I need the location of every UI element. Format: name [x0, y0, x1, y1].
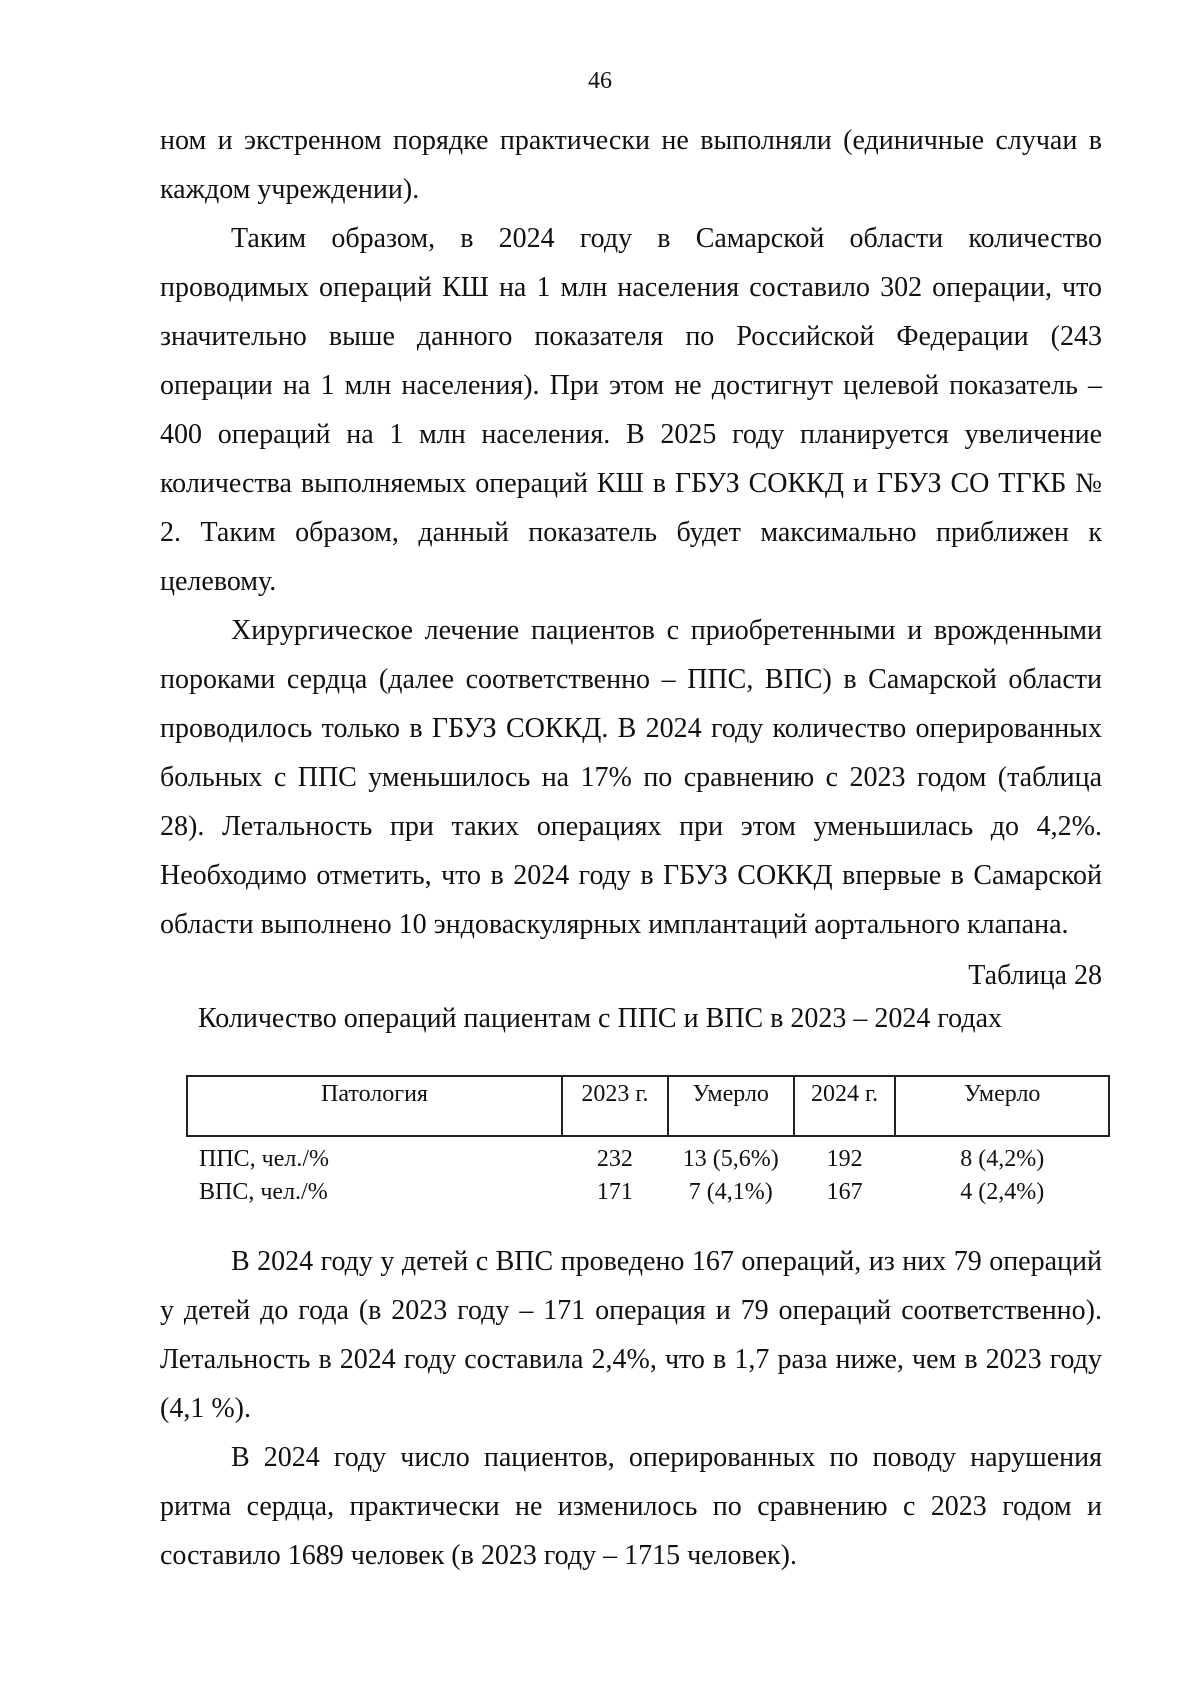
- text-block-bottom: [160, 1237, 1102, 1580]
- header-2023: 2023 г.: [562, 1076, 668, 1136]
- table-caption: Таблица 28: [968, 960, 1102, 991]
- row-label: ВПС, чел./%: [199, 1179, 328, 1205]
- table-cell: 167: [826, 1179, 863, 1205]
- table-cell: 8 (4,2%): [960, 1146, 1045, 1172]
- text-block-top: [160, 116, 1102, 949]
- table-cell: 192: [826, 1146, 863, 1172]
- header-pathology: Патология: [187, 1076, 562, 1136]
- table-cell: 232: [596, 1146, 633, 1172]
- header-died-2023: Умерло: [668, 1076, 794, 1136]
- table-cell: 13 (5,6%): [682, 1146, 779, 1172]
- row-label: ППС, чел./%: [199, 1146, 330, 1172]
- header-2024: 2024 г.: [794, 1076, 896, 1136]
- paragraph-children-chd: В 2024 году у детей с ВПС проведено 167 операций, из них 79 операций у детей до года (в 2023 году – 171 операция и 79 операций соответственно). Летальность в 2024 году составила 2,4%, что в 1,7 раза ниже, чем в 2023 году (4,1 %).: [160, 1246, 1102, 1424]
- paragraph-cabg-summary: Таким образом, в 2024 году в Самарской области количество проводимых операций КШ на 1 млн населения составило 302 операции, что значительно выше данного показателя по Российской Федерации (243 операции на 1 млн населения). При этом не достигнут целевой показатель – 400 операций на 1 млн населения. В 2025 году планируется увеличение количества выполняемых операций КШ в ГБУЗ СОККД и ГБУЗ СО ТГКБ № 2. Таким образом, данный показатель будет максимально приближен к целевому.: [160, 223, 1102, 597]
- table-cell: 171: [596, 1179, 633, 1205]
- paragraph-heart-defects: Хирургическое лечение пациентов с приобретенными и врожденными пороками сердца (далее соответственно – ППС, ВПС) в Самарской области проводилось только в ГБУЗ СОККД. В 2024 году количество оперированных больных с ППС уменьшилось на 17% по сравнению с 2023 годом (таблица 28). Летальность при таких операциях при этом уменьшилась до 4,2%. Необходимо отметить, что в 2024 году в ГБУЗ СОККД впервые в Самарской области выполнено 10 эндоваскулярных имплантаций аортального клапана.: [160, 615, 1102, 940]
- page-number: 46: [588, 68, 612, 94]
- table-header-row: [187, 1076, 1109, 1136]
- operations-table: [186, 1075, 1110, 1209]
- table-row: [187, 1136, 1109, 1176]
- table-cell: 7 (4,1%): [688, 1179, 773, 1205]
- paragraph-arrhythmia: В 2024 году число пациентов, оперированных по поводу нарушения ритма сердца, практически не изменилось по сравнению с 2023 годом и составило 1689 человек (в 2023 году – 1715 человек).: [160, 1442, 1102, 1571]
- table-title: Количество операций пациентам с ППС и ВПС в 2023 – 2024 годах: [197, 1003, 1003, 1034]
- table-row: [187, 1176, 1109, 1209]
- header-died-2024: Умерло: [895, 1076, 1109, 1136]
- table-cell: 4 (2,4%): [960, 1179, 1045, 1205]
- paragraph-continuation: ном и экстренном порядке практически не выполняли (единичные случаи в каждом учреждении).: [160, 125, 1102, 205]
